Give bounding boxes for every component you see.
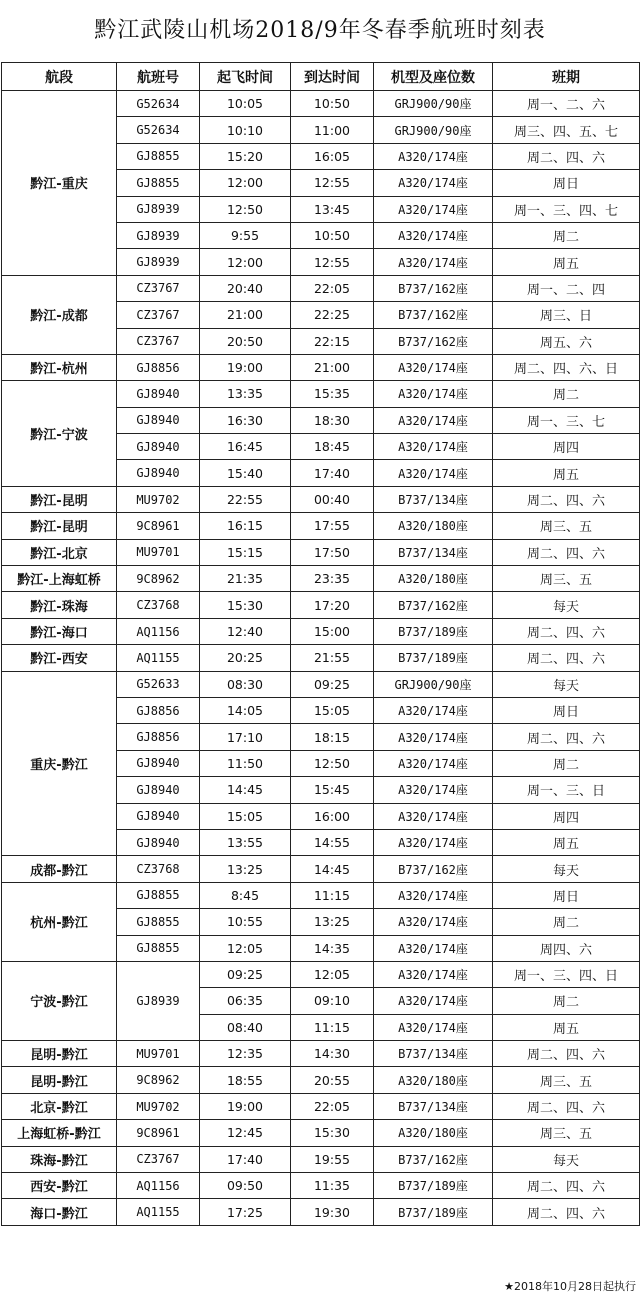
flight-no-cell: 9C8962 xyxy=(117,1067,200,1093)
depart-time-cell: 17:40 xyxy=(200,1146,291,1172)
flight-row xyxy=(2,513,640,539)
arrive-time-cell: 11:35 xyxy=(291,1173,374,1199)
flight-schedule-table xyxy=(1,62,640,1226)
depart-time-cell: 13:35 xyxy=(200,381,291,407)
flight-no-cell: CZ3768 xyxy=(117,592,200,618)
flight-no-cell: G52633 xyxy=(117,671,200,697)
schedule-days-cell: 周一、三、日 xyxy=(493,777,640,803)
header-route: 航段 xyxy=(2,63,117,91)
depart-time-cell: 8:45 xyxy=(200,882,291,908)
schedule-days-cell: 周二 xyxy=(493,988,640,1014)
flight-no-cell: CZ3767 xyxy=(117,328,200,354)
flight-row xyxy=(2,882,640,908)
schedule-days-cell: 周四、六 xyxy=(493,935,640,961)
arrive-time-cell: 17:40 xyxy=(291,460,374,486)
header-row xyxy=(2,63,640,91)
arrive-time-cell: 14:45 xyxy=(291,856,374,882)
schedule-days-cell: 周二、四、六 xyxy=(493,486,640,512)
schedule-days-cell: 周三、五 xyxy=(493,513,640,539)
aircraft-cell: B737/162座 xyxy=(374,275,493,301)
flight-no-cell: AQ1156 xyxy=(117,1173,200,1199)
schedule-days-cell: 周二、四、六 xyxy=(493,1173,640,1199)
aircraft-cell: B737/162座 xyxy=(374,328,493,354)
aircraft-cell: A320/180座 xyxy=(374,513,493,539)
arrive-time-cell: 22:05 xyxy=(291,275,374,301)
route-cell: 黔江-杭州 xyxy=(2,354,117,380)
aircraft-cell: A320/174座 xyxy=(374,961,493,987)
depart-time-cell: 16:45 xyxy=(200,434,291,460)
arrive-time-cell: 21:55 xyxy=(291,645,374,671)
arrive-time-cell: 19:55 xyxy=(291,1146,374,1172)
aircraft-cell: A320/180座 xyxy=(374,1067,493,1093)
route-cell: 成都-黔江 xyxy=(2,856,117,882)
schedule-days-cell: 周二、四、六、日 xyxy=(493,354,640,380)
depart-time-cell: 12:05 xyxy=(200,935,291,961)
depart-time-cell: 13:25 xyxy=(200,856,291,882)
depart-time-cell: 12:40 xyxy=(200,618,291,644)
route-cell: 昆明-黔江 xyxy=(2,1067,117,1093)
flight-no-cell: GJ8856 xyxy=(117,354,200,380)
aircraft-cell: GRJ900/90座 xyxy=(374,671,493,697)
route-cell: 黔江-北京 xyxy=(2,539,117,565)
schedule-days-cell: 周二 xyxy=(493,750,640,776)
depart-time-cell: 21:00 xyxy=(200,302,291,328)
route-cell: 重庆-黔江 xyxy=(2,671,117,856)
arrive-time-cell: 16:05 xyxy=(291,143,374,169)
aircraft-cell: A320/174座 xyxy=(374,882,493,908)
schedule-days-cell: 周五 xyxy=(493,1014,640,1040)
flight-no-cell: GJ8940 xyxy=(117,803,200,829)
flight-row xyxy=(2,856,640,882)
arrive-time-cell: 11:15 xyxy=(291,882,374,908)
aircraft-cell: A320/174座 xyxy=(374,460,493,486)
aircraft-cell: B737/162座 xyxy=(374,856,493,882)
arrive-time-cell: 22:05 xyxy=(291,1093,374,1119)
arrive-time-cell: 09:10 xyxy=(291,988,374,1014)
flight-no-cell: CZ3768 xyxy=(117,856,200,882)
flight-no-cell: GJ8855 xyxy=(117,143,200,169)
route-cell: 杭州-黔江 xyxy=(2,882,117,961)
schedule-days-cell: 周二、四、六 xyxy=(493,539,640,565)
aircraft-cell: A320/174座 xyxy=(374,803,493,829)
flight-no-cell: MU9702 xyxy=(117,486,200,512)
flight-no-cell: GJ8940 xyxy=(117,407,200,433)
flight-row xyxy=(2,381,640,407)
depart-time-cell: 10:10 xyxy=(200,117,291,143)
flight-row xyxy=(2,1199,640,1225)
aircraft-cell: B737/134座 xyxy=(374,539,493,565)
flight-no-cell: GJ8940 xyxy=(117,750,200,776)
schedule-days-cell: 每天 xyxy=(493,1146,640,1172)
schedule-days-cell: 周二 xyxy=(493,381,640,407)
aircraft-cell: A320/174座 xyxy=(374,988,493,1014)
depart-time-cell: 12:50 xyxy=(200,196,291,222)
aircraft-cell: A320/174座 xyxy=(374,222,493,248)
schedule-days-cell: 周二、四、六 xyxy=(493,618,640,644)
schedule-days-cell: 周四 xyxy=(493,434,640,460)
route-cell: 黔江-上海虹桥 xyxy=(2,566,117,592)
aircraft-cell: B737/162座 xyxy=(374,1146,493,1172)
depart-time-cell: 14:05 xyxy=(200,697,291,723)
flight-row xyxy=(2,618,640,644)
aircraft-cell: B737/189座 xyxy=(374,1173,493,1199)
aircraft-cell: A320/174座 xyxy=(374,381,493,407)
flight-no-cell: GJ8939 xyxy=(117,222,200,248)
depart-time-cell: 13:55 xyxy=(200,829,291,855)
arrive-time-cell: 00:40 xyxy=(291,486,374,512)
aircraft-cell: A320/174座 xyxy=(374,196,493,222)
route-cell: 黔江-昆明 xyxy=(2,486,117,512)
flight-row xyxy=(2,566,640,592)
arrive-time-cell: 11:00 xyxy=(291,117,374,143)
flight-no-cell: GJ8939 xyxy=(117,249,200,275)
arrive-time-cell: 15:30 xyxy=(291,1120,374,1146)
header-flight-no: 航班号 xyxy=(117,63,200,91)
schedule-days-cell: 周五 xyxy=(493,249,640,275)
arrive-time-cell: 22:25 xyxy=(291,302,374,328)
depart-time-cell: 08:40 xyxy=(200,1014,291,1040)
flight-no-cell: AQ1155 xyxy=(117,645,200,671)
aircraft-cell: B737/134座 xyxy=(374,1093,493,1119)
effective-date-note: ★2018年10月28日起执行 xyxy=(504,1280,636,1293)
schedule-days-cell: 周五 xyxy=(493,460,640,486)
schedule-days-cell: 周三、五 xyxy=(493,1120,640,1146)
schedule-days-cell: 周三、五 xyxy=(493,1067,640,1093)
flight-no-cell: GJ8939 xyxy=(117,961,200,1040)
depart-time-cell: 09:50 xyxy=(200,1173,291,1199)
flight-row xyxy=(2,1146,640,1172)
aircraft-cell: A320/174座 xyxy=(374,935,493,961)
depart-time-cell: 20:25 xyxy=(200,645,291,671)
flight-row xyxy=(2,486,640,512)
aircraft-cell: A320/180座 xyxy=(374,566,493,592)
flight-no-cell: GJ8855 xyxy=(117,935,200,961)
depart-time-cell: 12:00 xyxy=(200,249,291,275)
aircraft-cell: B737/189座 xyxy=(374,1199,493,1225)
flight-no-cell: GJ8856 xyxy=(117,724,200,750)
arrive-time-cell: 12:55 xyxy=(291,249,374,275)
aircraft-cell: A320/174座 xyxy=(374,249,493,275)
schedule-days-cell: 每天 xyxy=(493,592,640,618)
aircraft-cell: B737/134座 xyxy=(374,486,493,512)
flight-no-cell: GJ8940 xyxy=(117,460,200,486)
depart-time-cell: 08:30 xyxy=(200,671,291,697)
aircraft-cell: A320/174座 xyxy=(374,909,493,935)
schedule-days-cell: 周三、五 xyxy=(493,566,640,592)
aircraft-cell: A320/174座 xyxy=(374,1014,493,1040)
route-cell: 黔江-海口 xyxy=(2,618,117,644)
depart-time-cell: 17:25 xyxy=(200,1199,291,1225)
aircraft-cell: A320/180座 xyxy=(374,1120,493,1146)
arrive-time-cell: 15:35 xyxy=(291,381,374,407)
arrive-time-cell: 13:45 xyxy=(291,196,374,222)
aircraft-cell: A320/174座 xyxy=(374,354,493,380)
flight-row xyxy=(2,1173,640,1199)
flight-row xyxy=(2,592,640,618)
flight-row xyxy=(2,961,640,987)
schedule-days-cell: 周一、三、七 xyxy=(493,407,640,433)
route-cell: 珠海-黔江 xyxy=(2,1146,117,1172)
flight-no-cell: 9C8961 xyxy=(117,513,200,539)
depart-time-cell: 12:45 xyxy=(200,1120,291,1146)
aircraft-cell: A320/174座 xyxy=(374,143,493,169)
flight-no-cell: GJ8855 xyxy=(117,882,200,908)
schedule-days-cell: 周一、三、四、日 xyxy=(493,961,640,987)
depart-time-cell: 9:55 xyxy=(200,222,291,248)
aircraft-cell: B737/134座 xyxy=(374,1041,493,1067)
arrive-time-cell: 14:55 xyxy=(291,829,374,855)
flight-row xyxy=(2,91,640,117)
flight-no-cell: AQ1156 xyxy=(117,618,200,644)
aircraft-cell: A320/174座 xyxy=(374,170,493,196)
schedule-days-cell: 周一、三、四、七 xyxy=(493,196,640,222)
arrive-time-cell: 14:35 xyxy=(291,935,374,961)
flight-no-cell: GJ8940 xyxy=(117,381,200,407)
flight-no-cell: G52634 xyxy=(117,117,200,143)
schedule-days-cell: 周四 xyxy=(493,803,640,829)
schedule-days-cell: 周日 xyxy=(493,697,640,723)
arrive-time-cell: 16:00 xyxy=(291,803,374,829)
depart-time-cell: 20:50 xyxy=(200,328,291,354)
schedule-days-cell: 周二、四、六 xyxy=(493,143,640,169)
depart-time-cell: 20:40 xyxy=(200,275,291,301)
depart-time-cell: 16:15 xyxy=(200,513,291,539)
arrive-time-cell: 11:15 xyxy=(291,1014,374,1040)
arrive-time-cell: 10:50 xyxy=(291,91,374,117)
flight-no-cell: CZ3767 xyxy=(117,302,200,328)
depart-time-cell: 18:55 xyxy=(200,1067,291,1093)
schedule-days-cell: 周一、二、六 xyxy=(493,91,640,117)
depart-time-cell: 15:15 xyxy=(200,539,291,565)
header-days: 班期 xyxy=(493,63,640,91)
schedule-days-cell: 周日 xyxy=(493,882,640,908)
arrive-time-cell: 18:15 xyxy=(291,724,374,750)
flight-no-cell: GJ8940 xyxy=(117,829,200,855)
depart-time-cell: 12:00 xyxy=(200,170,291,196)
arrive-time-cell: 20:55 xyxy=(291,1067,374,1093)
flight-no-cell: MU9701 xyxy=(117,1041,200,1067)
schedule-days-cell: 每天 xyxy=(493,671,640,697)
flight-row xyxy=(2,1041,640,1067)
arrive-time-cell: 23:35 xyxy=(291,566,374,592)
depart-time-cell: 06:35 xyxy=(200,988,291,1014)
route-cell: 黔江-西安 xyxy=(2,645,117,671)
schedule-days-cell: 周二 xyxy=(493,909,640,935)
arrive-time-cell: 12:05 xyxy=(291,961,374,987)
schedule-days-cell: 周一、二、四 xyxy=(493,275,640,301)
depart-time-cell: 22:55 xyxy=(200,486,291,512)
arrive-time-cell: 17:55 xyxy=(291,513,374,539)
aircraft-cell: A320/174座 xyxy=(374,407,493,433)
depart-time-cell: 15:05 xyxy=(200,803,291,829)
flight-no-cell: 9C8962 xyxy=(117,566,200,592)
arrive-time-cell: 22:15 xyxy=(291,328,374,354)
route-cell: 黔江-重庆 xyxy=(2,91,117,276)
aircraft-cell: A320/174座 xyxy=(374,777,493,803)
schedule-days-cell: 周二、四、六 xyxy=(493,1199,640,1225)
arrive-time-cell: 15:05 xyxy=(291,697,374,723)
flight-row xyxy=(2,645,640,671)
depart-time-cell: 21:35 xyxy=(200,566,291,592)
flight-no-cell: GJ8855 xyxy=(117,170,200,196)
flight-row xyxy=(2,539,640,565)
aircraft-cell: B737/189座 xyxy=(374,645,493,671)
flight-no-cell: CZ3767 xyxy=(117,275,200,301)
aircraft-cell: A320/174座 xyxy=(374,829,493,855)
arrive-time-cell: 15:00 xyxy=(291,618,374,644)
arrive-time-cell: 09:25 xyxy=(291,671,374,697)
flight-no-cell: GJ8856 xyxy=(117,697,200,723)
page-title: 黔江武陵山机场2018/9年冬春季航班时刻表 xyxy=(94,18,546,43)
depart-time-cell: 10:55 xyxy=(200,909,291,935)
aircraft-cell: A320/174座 xyxy=(374,750,493,776)
route-cell: 北京-黔江 xyxy=(2,1093,117,1119)
flight-no-cell: GJ8940 xyxy=(117,777,200,803)
arrive-time-cell: 19:30 xyxy=(291,1199,374,1225)
schedule-days-cell: 周二、四、六 xyxy=(493,645,640,671)
arrive-time-cell: 13:25 xyxy=(291,909,374,935)
depart-time-cell: 09:25 xyxy=(200,961,291,987)
arrive-time-cell: 18:45 xyxy=(291,434,374,460)
arrive-time-cell: 15:45 xyxy=(291,777,374,803)
flight-no-cell: MU9702 xyxy=(117,1093,200,1119)
route-cell: 黔江-昆明 xyxy=(2,513,117,539)
route-cell: 黔江-珠海 xyxy=(2,592,117,618)
depart-time-cell: 17:10 xyxy=(200,724,291,750)
schedule-days-cell: 每天 xyxy=(493,856,640,882)
arrive-time-cell: 18:30 xyxy=(291,407,374,433)
depart-time-cell: 15:20 xyxy=(200,143,291,169)
aircraft-cell: GRJ900/90座 xyxy=(374,117,493,143)
flight-no-cell: CZ3767 xyxy=(117,1146,200,1172)
depart-time-cell: 11:50 xyxy=(200,750,291,776)
aircraft-cell: GRJ900/90座 xyxy=(374,91,493,117)
flight-no-cell: 9C8961 xyxy=(117,1120,200,1146)
arrive-time-cell: 10:50 xyxy=(291,222,374,248)
flight-row xyxy=(2,275,640,301)
depart-time-cell: 19:00 xyxy=(200,1093,291,1119)
schedule-days-cell: 周二 xyxy=(493,222,640,248)
schedule-days-cell: 周五、六 xyxy=(493,328,640,354)
schedule-days-cell: 周三、四、五、七 xyxy=(493,117,640,143)
depart-time-cell: 16:30 xyxy=(200,407,291,433)
aircraft-cell: A320/174座 xyxy=(374,697,493,723)
depart-time-cell: 10:05 xyxy=(200,91,291,117)
flight-row xyxy=(2,354,640,380)
flight-no-cell: GJ8855 xyxy=(117,909,200,935)
flight-row xyxy=(2,1093,640,1119)
arrive-time-cell: 14:30 xyxy=(291,1041,374,1067)
aircraft-cell: A320/174座 xyxy=(374,434,493,460)
flight-no-cell: AQ1155 xyxy=(117,1199,200,1225)
header-depart: 起飞时间 xyxy=(200,63,291,91)
flight-no-cell: GJ8940 xyxy=(117,434,200,460)
schedule-days-cell: 周三、日 xyxy=(493,302,640,328)
depart-time-cell: 14:45 xyxy=(200,777,291,803)
route-cell: 宁波-黔江 xyxy=(2,961,117,1040)
aircraft-cell: A320/174座 xyxy=(374,724,493,750)
route-cell: 上海虹桥-黔江 xyxy=(2,1120,117,1146)
schedule-days-cell: 周日 xyxy=(493,170,640,196)
flight-no-cell: GJ8939 xyxy=(117,196,200,222)
schedule-days-cell: 周二、四、六 xyxy=(493,1041,640,1067)
schedule-days-cell: 周二、四、六 xyxy=(493,1093,640,1119)
flight-no-cell: G52634 xyxy=(117,91,200,117)
arrive-time-cell: 21:00 xyxy=(291,354,374,380)
arrive-time-cell: 12:50 xyxy=(291,750,374,776)
header-aircraft: 机型及座位数 xyxy=(374,63,493,91)
flight-row xyxy=(2,1120,640,1146)
route-cell: 黔江-成都 xyxy=(2,275,117,354)
header-arrive: 到达时间 xyxy=(291,63,374,91)
route-cell: 海口-黔江 xyxy=(2,1199,117,1225)
depart-time-cell: 12:35 xyxy=(200,1041,291,1067)
route-cell: 昆明-黔江 xyxy=(2,1041,117,1067)
aircraft-cell: B737/162座 xyxy=(374,592,493,618)
schedule-days-cell: 周二、四、六 xyxy=(493,724,640,750)
route-cell: 西安-黔江 xyxy=(2,1173,117,1199)
depart-time-cell: 15:30 xyxy=(200,592,291,618)
aircraft-cell: B737/189座 xyxy=(374,618,493,644)
depart-time-cell: 19:00 xyxy=(200,354,291,380)
schedule-days-cell: 周五 xyxy=(493,829,640,855)
flight-row xyxy=(2,671,640,697)
flight-row xyxy=(2,1067,640,1093)
depart-time-cell: 15:40 xyxy=(200,460,291,486)
arrive-time-cell: 12:55 xyxy=(291,170,374,196)
route-cell: 黔江-宁波 xyxy=(2,381,117,487)
aircraft-cell: B737/162座 xyxy=(374,302,493,328)
flight-no-cell: MU9701 xyxy=(117,539,200,565)
arrive-time-cell: 17:20 xyxy=(291,592,374,618)
arrive-time-cell: 17:50 xyxy=(291,539,374,565)
